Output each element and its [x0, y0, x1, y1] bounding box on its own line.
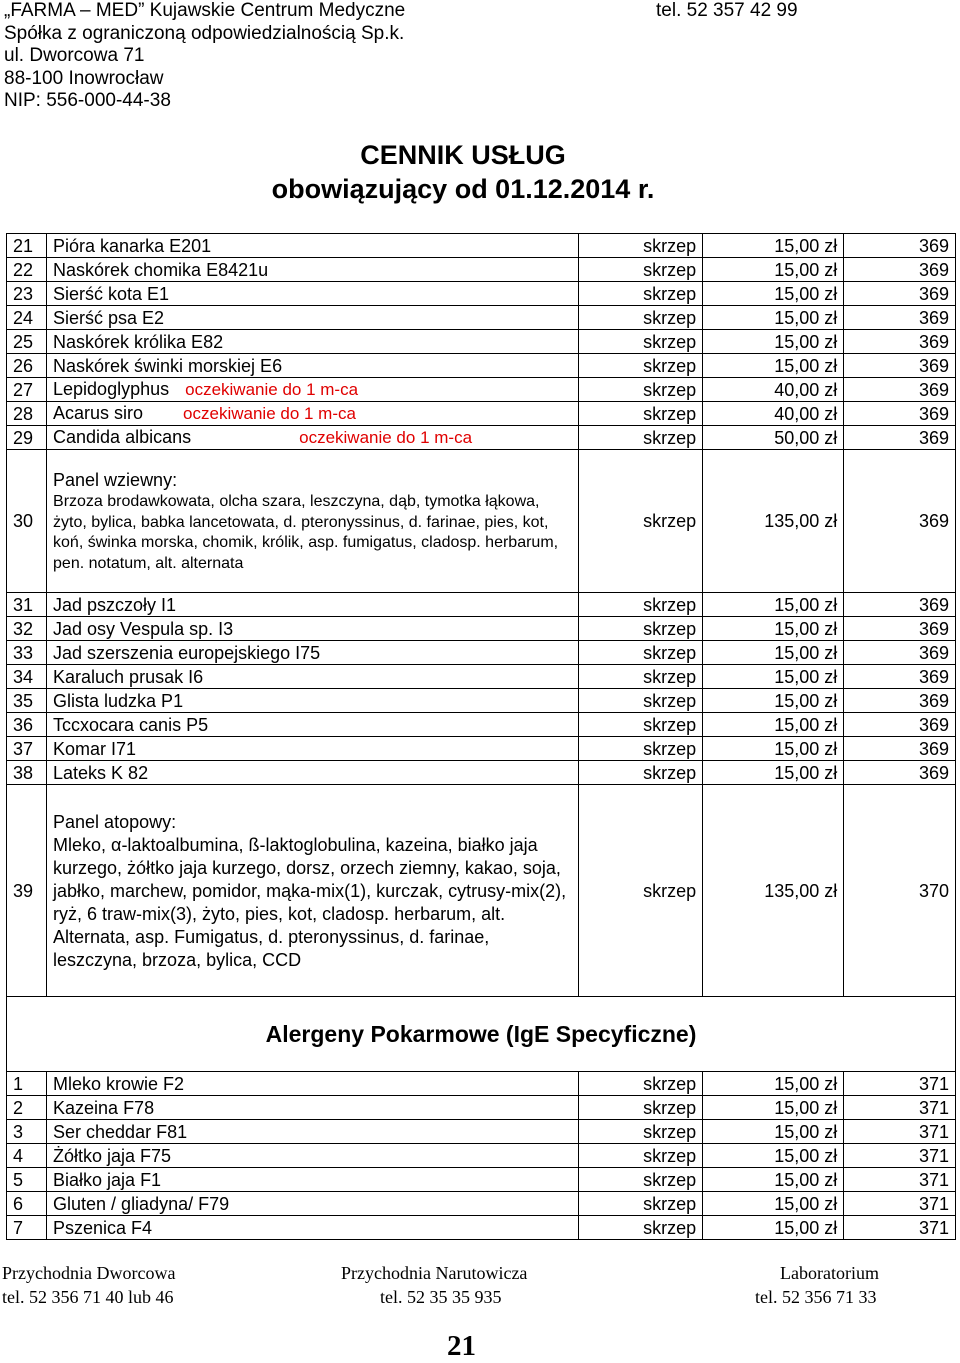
footer-clinic2-phone: tel. 52 35 35 935 [380, 1287, 502, 1307]
row-code: 369 [844, 450, 956, 593]
row-number: 29 [7, 426, 47, 450]
row-code: 369 [844, 761, 956, 785]
row-sample-type: skrzep [578, 665, 702, 689]
row-service-name: Acarus siro [53, 403, 144, 423]
row-service-name-cell [47, 330, 579, 354]
row-code: 369 [844, 689, 956, 713]
row-service-name-cell [47, 1072, 579, 1096]
row-service-name: Komar I71 [53, 738, 137, 759]
row-price: 15,00 zł [703, 1144, 844, 1168]
row-sample-type: skrzep [578, 1144, 702, 1168]
row-service-name: Naskórek świnki morskiej E6 [53, 355, 283, 376]
table-row [7, 282, 956, 306]
row-code: 369 [844, 426, 956, 450]
table-row [7, 641, 956, 665]
row-sample-type: skrzep [578, 1216, 702, 1240]
row-number: 21 [7, 234, 47, 258]
row-service-name-cell [47, 1168, 579, 1192]
row-code: 371 [844, 1168, 956, 1192]
row-service-name: Lepidoglyphus [53, 379, 170, 399]
row-service-name: Gluten / gliadyna/ F79 [53, 1193, 230, 1214]
table-row [7, 737, 956, 761]
row-price: 15,00 zł [703, 665, 844, 689]
row-waiting-note: oczekiwanie do 1 m-ca [183, 404, 356, 423]
row-service-name-cell [47, 689, 579, 713]
table-row [7, 258, 956, 282]
row-code: 369 [844, 593, 956, 617]
row-code: 371 [844, 1192, 956, 1216]
row-price: 15,00 zł [703, 617, 844, 641]
table-row [7, 617, 956, 641]
row-sample-type: skrzep [578, 1096, 702, 1120]
row-price: 15,00 zł [703, 1072, 844, 1096]
row-price: 15,00 zł [703, 1216, 844, 1240]
row-code: 369 [844, 617, 956, 641]
table-row-panel [7, 785, 956, 997]
row-sample-type: skrzep [578, 713, 702, 737]
row-code: 369 [844, 234, 956, 258]
footer-clinic3-name: Laboratorium [780, 1263, 879, 1283]
row-number: 36 [7, 713, 47, 737]
row-sample-type: skrzep [578, 234, 702, 258]
row-sample-type: skrzep [578, 1072, 702, 1096]
company-phone: tel. 52 357 42 99 [656, 0, 798, 21]
row-price: 15,00 zł [703, 1192, 844, 1216]
row-service-name: Jad szerszenia europejskiego I75 [53, 642, 321, 663]
row-number: 3 [7, 1120, 47, 1144]
panel-description: Mleko, α-laktoalbumina, ß-laktoglobulina, kazeina, białko jaja kurzego, żółtko jaja kurzego, dorsz, orzech ziemny, kakao, soja, jabłko, marchew, pomidor, mąka-mix(1), kurczak, cytrusy-mix(2), ryż, 6 traw-mix(3), żyto, pies, kot, cladosp. herbarum, alt. Alternata, asp. Fumigatus, d. pteronyssinus, d. farinae, leszczyna, brzoza, bylica, CCD [53, 834, 567, 970]
row-service-name: Glista ludzka P1 [53, 690, 184, 711]
row-price: 15,00 zł [703, 258, 844, 282]
footer-clinic2-name: Przychodnia Narutowicza [341, 1263, 528, 1283]
price-table-body [7, 234, 956, 1240]
table-row [7, 665, 956, 689]
row-price: 15,00 zł [703, 354, 844, 378]
table-row [7, 1072, 956, 1096]
row-service-name: Pióra kanarka E201 [53, 235, 212, 256]
table-row [7, 1096, 956, 1120]
footer-clinic1-name: Przychodnia Dworcowa [2, 1263, 176, 1283]
row-price: 135,00 zł [703, 785, 844, 997]
row-service-name-cell [47, 1144, 579, 1168]
table-row [7, 306, 956, 330]
row-service-name: Candida albicans [53, 427, 192, 447]
row-code: 369 [844, 330, 956, 354]
row-sample-type: skrzep [578, 378, 702, 402]
row-waiting-note: oczekiwanie do 1 m-ca [299, 428, 473, 447]
row-service-name: Białko jaja F1 [53, 1169, 162, 1190]
row-sample-type: skrzep [578, 426, 702, 450]
row-price: 15,00 zł [703, 330, 844, 354]
company-street: ul. Dworcowa 71 [4, 45, 145, 66]
row-price: 15,00 zł [703, 306, 844, 330]
row-sample-type: skrzep [578, 689, 702, 713]
row-sample-type: skrzep [578, 282, 702, 306]
company-name: „FARMA – MED” Kujawskie Centrum Medyczne [4, 0, 406, 21]
row-service-name: Sierść kota E1 [53, 283, 170, 304]
row-sample-type: skrzep [578, 306, 702, 330]
panel-title: Panel wziewny: [53, 470, 178, 490]
table-row [7, 1216, 956, 1240]
company-legal-form: Spółka z ograniczoną odpowiedzialnością Sp.k. [4, 22, 405, 44]
row-price: 15,00 zł [703, 593, 844, 617]
row-sample-type: skrzep [578, 402, 702, 426]
row-service-name-cell [47, 426, 579, 450]
row-service-name: Żółtko jaja F75 [53, 1145, 172, 1166]
row-service-name: Karaluch prusak I6 [53, 666, 204, 687]
row-number: 39 [7, 785, 47, 997]
row-number: 4 [7, 1144, 47, 1168]
section-title: Alergeny Pokarmowe (IgE Specyficzne) [7, 997, 956, 1072]
row-service-name-cell [47, 402, 579, 426]
row-service-name-cell [47, 1216, 579, 1240]
row-service-name: Mleko krowie F2 [53, 1073, 185, 1094]
row-service-name-cell [47, 234, 579, 258]
row-service-name: Jad pszczoły I1 [53, 594, 177, 615]
row-service-name-cell [47, 378, 579, 402]
table-row-panel [7, 450, 956, 593]
row-code: 371 [844, 1120, 956, 1144]
row-code: 369 [844, 306, 956, 330]
footer-clinic3-phone: tel. 52 356 71 33 [755, 1287, 877, 1307]
row-code: 371 [844, 1216, 956, 1240]
row-number: 38 [7, 761, 47, 785]
row-number: 5 [7, 1168, 47, 1192]
row-number: 2 [7, 1096, 47, 1120]
row-service-name-cell [47, 737, 579, 761]
row-service-name-cell [47, 713, 579, 737]
row-number: 23 [7, 282, 47, 306]
row-code: 371 [844, 1072, 956, 1096]
row-sample-type: skrzep [578, 330, 702, 354]
company-nip: NIP: 556-000-44-38 [4, 90, 171, 111]
row-price: 40,00 zł [703, 378, 844, 402]
table-row [7, 402, 956, 426]
row-sample-type: skrzep [578, 737, 702, 761]
row-code: 369 [844, 641, 956, 665]
company-city: 88-100 Inowrocław [4, 67, 164, 89]
row-service-name: Lateks K 82 [53, 762, 149, 783]
row-service-name-cell [47, 761, 579, 785]
row-service-name: Sierść psa E2 [53, 307, 165, 328]
row-price: 50,00 zł [703, 426, 844, 450]
table-row [7, 234, 956, 258]
row-service-name: Ser cheddar F81 [53, 1121, 188, 1142]
table-row [7, 713, 956, 737]
page-number: 21 [447, 1330, 476, 1362]
table-row [7, 330, 956, 354]
row-service-name: Pszenica F4 [53, 1217, 153, 1238]
row-number: 6 [7, 1192, 47, 1216]
panel-description: Brzoza brodawkowata, olcha szara, leszczyna, dąb, tymotka łąkowa, żyto, bylica, babka lancetowata, d. pteronyssinus, d. farinae, pies, kot, koń, świnka morska, chomik, królik, asp. fumigatus, cladosp. herbarum, pen. notatum, alt. alternata [53, 493, 559, 572]
table-row [7, 689, 956, 713]
table-row [7, 593, 956, 617]
row-service-name-cell [47, 1192, 579, 1216]
row-sample-type: skrzep [578, 1120, 702, 1144]
row-number: 26 [7, 354, 47, 378]
row-code: 369 [844, 378, 956, 402]
table-row [7, 354, 956, 378]
row-price: 40,00 zł [703, 402, 844, 426]
company-header [4, 0, 954, 113]
row-number: 31 [7, 593, 47, 617]
row-sample-type: skrzep [578, 258, 702, 282]
row-price: 15,00 zł [703, 713, 844, 737]
row-service-name: Naskórek królika E82 [53, 331, 224, 352]
table-row [7, 1144, 956, 1168]
table-row [7, 378, 956, 402]
section-row [7, 997, 956, 1072]
row-waiting-note: oczekiwanie do 1 m-ca [185, 380, 359, 399]
row-service-name-cell [47, 354, 579, 378]
row-code: 369 [844, 713, 956, 737]
row-number: 33 [7, 641, 47, 665]
row-service-name-cell [47, 593, 579, 617]
row-service-name-cell [47, 641, 579, 665]
row-service-name-cell [47, 1120, 579, 1144]
row-service-name-cell [47, 306, 579, 330]
row-price: 15,00 zł [703, 1120, 844, 1144]
row-price: 135,00 zł [703, 450, 844, 593]
table-row [7, 1168, 956, 1192]
row-number: 22 [7, 258, 47, 282]
row-code: 369 [844, 737, 956, 761]
row-service-name-cell [47, 1096, 579, 1120]
footer-clinic1-phone: tel. 52 356 71 40 lub 46 [2, 1287, 174, 1307]
row-number: 25 [7, 330, 47, 354]
row-price: 15,00 zł [703, 737, 844, 761]
row-number: 28 [7, 402, 47, 426]
row-price: 15,00 zł [703, 689, 844, 713]
row-number: 24 [7, 306, 47, 330]
row-price: 15,00 zł [703, 1168, 844, 1192]
row-code: 370 [844, 785, 956, 997]
row-number: 35 [7, 689, 47, 713]
row-sample-type: skrzep [578, 450, 702, 593]
row-number: 7 [7, 1216, 47, 1240]
row-service-name-cell [47, 665, 579, 689]
table-row [7, 761, 956, 785]
row-number: 27 [7, 378, 47, 402]
row-code: 371 [844, 1144, 956, 1168]
row-code: 369 [844, 282, 956, 306]
table-row [7, 1192, 956, 1216]
row-sample-type: skrzep [578, 354, 702, 378]
row-number: 1 [7, 1072, 47, 1096]
row-service-name: Tccxocara canis P5 [53, 714, 209, 735]
panel-content [47, 785, 579, 997]
row-code: 369 [844, 665, 956, 689]
row-number: 37 [7, 737, 47, 761]
row-code: 369 [844, 258, 956, 282]
row-price: 15,00 zł [703, 761, 844, 785]
table-row [7, 426, 956, 450]
table-row [7, 1120, 956, 1144]
price-table [6, 233, 956, 1240]
panel-title: Panel atopowy: [53, 811, 177, 832]
panel-content [47, 450, 579, 593]
row-service-name-cell [47, 258, 579, 282]
row-sample-type: skrzep [578, 1192, 702, 1216]
row-sample-type: skrzep [578, 785, 702, 997]
row-price: 15,00 zł [703, 234, 844, 258]
page-subtitle: obowiązujący od 01.12.2014 r. [271, 174, 655, 204]
row-sample-type: skrzep [578, 593, 702, 617]
row-service-name: Naskórek chomika E8421u [53, 259, 269, 280]
row-service-name-cell [47, 617, 579, 641]
row-code: 369 [844, 402, 956, 426]
row-sample-type: skrzep [578, 761, 702, 785]
row-number: 30 [7, 450, 47, 593]
row-number: 32 [7, 617, 47, 641]
page-title: CENNIK USŁUG [360, 140, 566, 170]
row-code: 369 [844, 354, 956, 378]
row-service-name: Kazeina F78 [53, 1097, 155, 1118]
row-service-name-cell [47, 282, 579, 306]
row-price: 15,00 zł [703, 641, 844, 665]
row-code: 371 [844, 1096, 956, 1120]
row-service-name: Jad osy Vespula sp. I3 [53, 618, 234, 639]
row-sample-type: skrzep [578, 1168, 702, 1192]
row-sample-type: skrzep [578, 617, 702, 641]
row-price: 15,00 zł [703, 1096, 844, 1120]
row-price: 15,00 zł [703, 282, 844, 306]
row-sample-type: skrzep [578, 641, 702, 665]
row-number: 34 [7, 665, 47, 689]
